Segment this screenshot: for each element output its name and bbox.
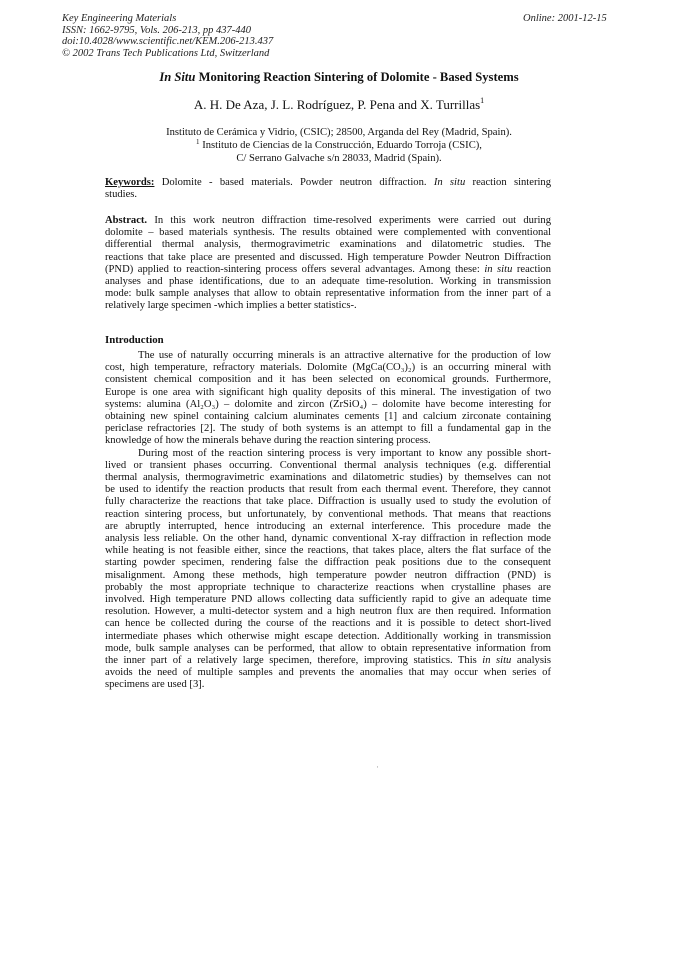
introduction-body <box>105 350 551 692</box>
author-list <box>0 97 678 113</box>
affiliations <box>0 127 678 165</box>
journal-name: Key Engineering Materials <box>62 13 177 24</box>
intro-line: be used to identify the reaction products that result from each thermal event. Therefore, they cannot <box>105 484 551 496</box>
abstract-line: dolomite – based materials synthesis. The results obtained were complemented with conventional <box>105 227 551 239</box>
intro-line: misalignment. Among these methods, high temperature powder neutron diffraction (PND) is <box>105 569 551 581</box>
intro-line: fully characterize the reactions that take place. Diffraction is usually used to study the evolution of <box>105 496 551 508</box>
copyright-line: © 2002 Trans Tech Publications Ltd, Switzerland <box>62 47 270 59</box>
title-italic: In Situ <box>159 70 196 84</box>
intro-line: probably the most appropriate technique to characterize reactions when crystalline phases are <box>105 581 551 593</box>
abstract-line: differential thermal analysis, thermogravimetric examinations and dilatometric studies. The <box>105 239 551 251</box>
intro-line: cost, high temperature, refractory materials. Dolomite (MgCa(CO₃)₂) is an occurring mineral with <box>105 362 551 374</box>
intro-line: Europe is one area with significant high quality deposits of this mineral. The investigation of two <box>105 386 551 398</box>
intro-line: thermal analysis, thermogravimetric examinations and dilatometric studies) by themselves can not <box>105 472 551 484</box>
intro-line: are abruptly interrupted, hence introducing an external interference. This procedure made the <box>105 520 551 532</box>
keywords-block <box>105 177 551 201</box>
abstract-line: (PND) applied to reaction-sintering process offers several advantages. Among these: in situ reaction <box>105 263 551 275</box>
intro-line: analysis less reliable. On the other hand, dynamic conventional X-ray diffraction in reflection mode <box>105 533 551 545</box>
intro-line: mode, bulk sample analyses can be performed, that allow to obtain representative information from <box>105 642 551 654</box>
online-date: Online: 2001-12-15 <box>523 13 607 24</box>
affiliation-2 <box>0 137 678 153</box>
intro-line: starting powder specimen, rendering false the diffraction peak positions due to the consequent <box>105 557 551 569</box>
keywords-label: Keywords: <box>105 177 155 188</box>
intro-line: avoids the need of multiple samples and prevents the anomalies that may occur when series of <box>105 667 551 679</box>
affiliation-1: Instituto de Cerámica y Vidrio, (CSIC); 28500, Arganda del Rey (Madrid, Spain). <box>166 127 512 138</box>
intro-line: can hence be collected during the course of the reactions and it is possible to detect short-lived <box>105 618 551 630</box>
author-affil-mark: 1 <box>480 96 485 105</box>
abstract-line: Abstract. In this work neutron diffraction time-resolved experiments were carried out during <box>105 215 551 226</box>
intro-line: consistent chemical composition and it has been selected on economical grounds. Furthermore, <box>105 374 551 386</box>
issn-line: ISSN: 1662-9795, Vols. 206-213, pp 437-440 <box>62 24 251 36</box>
abstract-line: relatively large specimen -which implies a better statistics-. <box>105 300 357 312</box>
abstract-label: Abstract. <box>105 215 148 226</box>
intro-line: obtaining new spinel containing calcium aluminates cements [1] and calcium zirconate containing <box>105 411 551 423</box>
abstract-block <box>105 215 551 313</box>
paper-title <box>0 70 678 85</box>
intro-line: while heating is not feasible either, since the reactions, that takes place, alters the flat surface of the <box>105 545 551 557</box>
intro-line: systems: alumina (Al₂O₃) – dolomite and zircon (ZrSiO₄) – dolomite have become interesting for <box>105 398 551 410</box>
intro-line: During most of the reaction sintering process is very important to know any possible short- <box>138 447 551 459</box>
intro-line: specimens are used [3]. <box>105 679 205 691</box>
affiliation-2-mark: 1 <box>196 137 200 146</box>
abstract-line: mode: bulk sample analyses that allow to obtain representative information from the inner part of a <box>105 288 551 300</box>
journal-header <box>62 13 273 59</box>
intro-line: knowledge of how the minerals behave during the reaction sintering process. <box>105 435 431 447</box>
abstract-line: analyses and phase identifications, due to an adequate time-resolution. Working in transmission <box>105 276 551 288</box>
intro-line: resolution. However, a multi-detector system and a high neutron flux are then required. Information <box>105 606 551 618</box>
intro-line: reaction sintering process, but unfortunately, by conventional methods. That means that reactions <box>105 508 551 520</box>
intro-line: the inner part of a relatively large specimen, therefore, improving statistics. This in situ analysis <box>105 655 552 667</box>
scan-speck: · <box>376 762 379 772</box>
intro-line: The use of naturally occurring minerals is an attractive alternative for the production of low <box>138 350 551 361</box>
intro-line: involved. High temperature PND allows collecting data sufficiently rapid to give an adequate time <box>105 594 551 606</box>
keywords-line-1: Keywords: Dolomite - based materials. Powder neutron diffraction. In situ reaction sintering <box>105 177 552 188</box>
abstract-line: reactions that take place are presented and discussed. High temperature Powder Neutron Diffraction <box>105 251 551 263</box>
authors-text: A. H. De Aza, J. L. Rodríguez, P. Pena and X. Turrillas <box>193 97 481 112</box>
title-rest: Monitoring Reaction Sintering of Dolomite - Based Systems <box>195 70 519 84</box>
affiliation-2-text: Instituto de Ciencias de la Construcción, Eduardo Torroja (CSIC), <box>199 139 482 151</box>
keywords-line-2: studies. <box>105 189 138 201</box>
affiliation-3: C/ Serrano Galvache s/n 28033, Madrid (Spain). <box>236 152 442 164</box>
intro-line: lived or transient phases occurring. Conventional thermal analysis techniques (e.g. differential <box>105 459 551 471</box>
doi-line[interactable]: doi:10.4028/www.scientific.net/KEM.206-213.437 <box>62 36 274 48</box>
section-heading-introduction: Introduction <box>105 334 164 346</box>
intro-line: intermediate phases which otherwise might escape detection. Additionally working in transmission <box>105 630 551 642</box>
intro-line: periclase refractories [2]. The study of both systems is an attempt to fill a fundamental gap in the <box>105 423 551 435</box>
